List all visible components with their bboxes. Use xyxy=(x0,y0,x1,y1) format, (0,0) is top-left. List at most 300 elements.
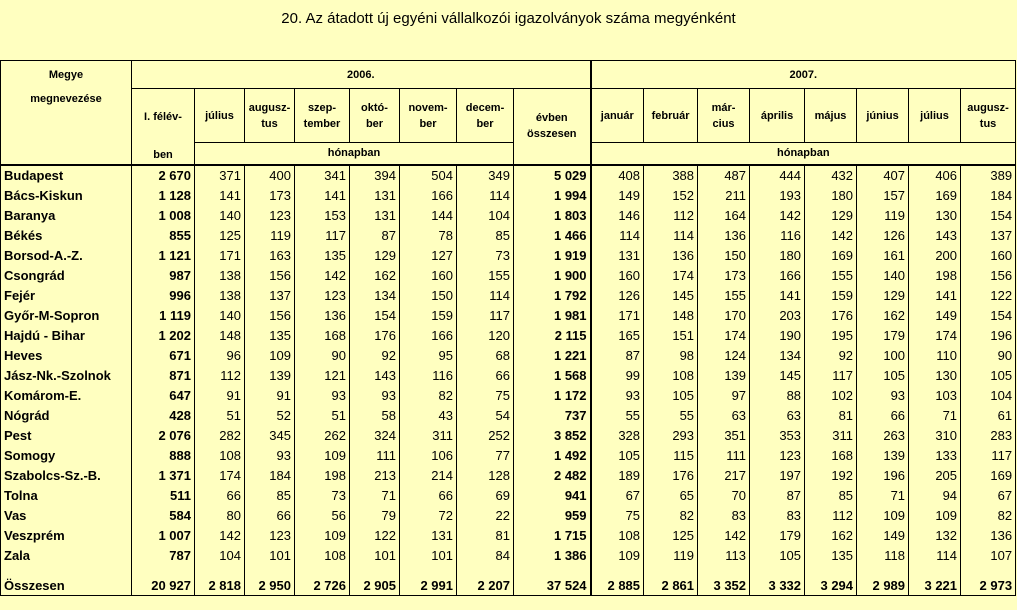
table-row xyxy=(1,366,1016,386)
cell-value: 117 xyxy=(295,226,350,246)
cell-value: 203 xyxy=(750,306,805,326)
cell-value: 2 989 xyxy=(857,566,909,596)
cell-value: 1 792 xyxy=(514,286,591,306)
cell-value: 400 xyxy=(245,165,295,186)
col-header-2006-2 xyxy=(245,89,295,143)
county-name: Veszprém xyxy=(1,526,132,546)
cell-value: 142 xyxy=(195,526,245,546)
table-row xyxy=(1,506,1016,526)
cell-value: 84 xyxy=(457,546,514,566)
cell-value: 155 xyxy=(457,266,514,286)
cell-value: 112 xyxy=(805,506,857,526)
cell-value: 85 xyxy=(805,486,857,506)
cell-value: 408 xyxy=(591,165,644,186)
cell-value: 987 xyxy=(132,266,195,286)
cell-value: 156 xyxy=(961,266,1016,286)
cell-value: 66 xyxy=(857,406,909,426)
cell-value: 96 xyxy=(195,346,245,366)
cell-value: 311 xyxy=(400,426,457,446)
col-header-line2: összesen xyxy=(527,128,577,141)
cell-value: 136 xyxy=(295,306,350,326)
cell-value: 179 xyxy=(750,526,805,546)
cell-value: 103 xyxy=(909,386,961,406)
cell-value: 117 xyxy=(805,366,857,386)
cell-value: 142 xyxy=(295,266,350,286)
cell-value: 114 xyxy=(591,226,644,246)
cell-value: 155 xyxy=(805,266,857,286)
cell-value: 324 xyxy=(350,426,400,446)
col-header-2007-1 xyxy=(644,89,698,143)
cell-value: 68 xyxy=(457,346,514,366)
cell-value: 169 xyxy=(909,186,961,206)
cell-value: 112 xyxy=(644,206,698,226)
cell-value: 80 xyxy=(195,506,245,526)
cell-value: 1 221 xyxy=(514,346,591,366)
county-name: Győr-M-Sopron xyxy=(1,306,132,326)
cell-value: 125 xyxy=(195,226,245,246)
cell-value: 109 xyxy=(591,546,644,566)
county-name: Csongrád xyxy=(1,266,132,286)
cell-value: 341 xyxy=(295,165,350,186)
cell-value: 200 xyxy=(909,246,961,266)
cell-value: 213 xyxy=(350,466,400,486)
cell-value: 166 xyxy=(400,326,457,346)
cell-value: 110 xyxy=(909,346,961,366)
county-name: Vas xyxy=(1,506,132,526)
cell-value: 119 xyxy=(644,546,698,566)
cell-value: 95 xyxy=(400,346,457,366)
col-header-line1: novem- xyxy=(408,101,448,114)
cell-value: 150 xyxy=(400,286,457,306)
cell-value: 121 xyxy=(295,366,350,386)
cell-value: 87 xyxy=(350,226,400,246)
table-row xyxy=(1,226,1016,246)
cell-value: 214 xyxy=(400,466,457,486)
cell-value: 73 xyxy=(457,246,514,266)
cell-value: 1 994 xyxy=(514,186,591,206)
cell-value: 85 xyxy=(245,486,295,506)
cell-value: 160 xyxy=(400,266,457,286)
cell-value: 1 371 xyxy=(132,466,195,486)
cell-value: 163 xyxy=(245,246,295,266)
cell-value: 20 927 xyxy=(132,566,195,596)
cell-value: 126 xyxy=(591,286,644,306)
cell-value: 252 xyxy=(457,426,514,446)
cell-value: 131 xyxy=(400,526,457,546)
cell-value: 82 xyxy=(644,506,698,526)
county-name: Fejér xyxy=(1,286,132,306)
megnevezese-label: megnevezése xyxy=(30,93,102,105)
cell-value: 82 xyxy=(961,506,1016,526)
col-header-line3: ben xyxy=(153,149,173,161)
cell-value: 135 xyxy=(245,326,295,346)
cell-value: 132 xyxy=(909,526,961,546)
cell-value: 66 xyxy=(195,486,245,506)
cell-value: 160 xyxy=(591,266,644,286)
cell-value: 157 xyxy=(857,186,909,206)
cell-value: 428 xyxy=(132,406,195,426)
cell-value: 345 xyxy=(245,426,295,446)
col-header-2007-4 xyxy=(805,89,857,143)
col-header-line2: ber xyxy=(476,117,494,130)
cell-value: 159 xyxy=(400,306,457,326)
cell-value: 101 xyxy=(350,546,400,566)
cell-value: 105 xyxy=(644,386,698,406)
cell-value: 136 xyxy=(961,526,1016,546)
cell-value: 145 xyxy=(644,286,698,306)
cell-value: 125 xyxy=(644,526,698,546)
table-row xyxy=(1,286,1016,306)
cell-value: 138 xyxy=(195,286,245,306)
cell-value: 168 xyxy=(805,446,857,466)
col-header-2007-7 xyxy=(961,89,1016,143)
col-header-line1: augusz- xyxy=(967,101,1009,114)
cell-value: 407 xyxy=(857,165,909,186)
cell-value: 371 xyxy=(195,165,245,186)
col-header-2006-0 xyxy=(132,89,195,165)
cell-value: 176 xyxy=(350,326,400,346)
col-header-line1: már- xyxy=(711,101,736,114)
cell-value: 173 xyxy=(698,266,750,286)
cell-value: 71 xyxy=(909,406,961,426)
cell-value: 2 076 xyxy=(132,426,195,446)
col-header-line1: évben xyxy=(535,112,568,125)
cell-value: 996 xyxy=(132,286,195,306)
cell-value: 152 xyxy=(644,186,698,206)
col-header-line2: ber xyxy=(365,117,384,130)
cell-value: 82 xyxy=(400,386,457,406)
cell-value: 67 xyxy=(591,486,644,506)
table-row xyxy=(1,346,1016,366)
cell-value: 61 xyxy=(961,406,1016,426)
cell-value: 141 xyxy=(909,286,961,306)
cell-value: 63 xyxy=(750,406,805,426)
table-row xyxy=(1,206,1016,226)
cell-value: 140 xyxy=(195,306,245,326)
cell-value: 83 xyxy=(698,506,750,526)
cell-value: 871 xyxy=(132,366,195,386)
col-header-line1: decem- xyxy=(465,101,505,114)
cell-value: 65 xyxy=(644,486,698,506)
col-header-line1: február xyxy=(651,109,690,122)
cell-value: 93 xyxy=(295,386,350,406)
cell-value: 97 xyxy=(698,386,750,406)
cell-value: 126 xyxy=(857,226,909,246)
cell-value: 87 xyxy=(750,486,805,506)
cell-value: 196 xyxy=(961,326,1016,346)
cell-value: 114 xyxy=(909,546,961,566)
cell-value: 149 xyxy=(909,306,961,326)
cell-value: 195 xyxy=(805,326,857,346)
county-name: Nógrád xyxy=(1,406,132,426)
cell-value: 311 xyxy=(805,426,857,446)
cell-value: 193 xyxy=(750,186,805,206)
cell-value: 92 xyxy=(805,346,857,366)
cell-value: 161 xyxy=(857,246,909,266)
cell-value: 83 xyxy=(750,506,805,526)
cell-value: 142 xyxy=(750,206,805,226)
year-2007-header: 2007. xyxy=(591,61,1016,89)
cell-value: 144 xyxy=(400,206,457,226)
cell-value: 69 xyxy=(457,486,514,506)
cell-value: 78 xyxy=(400,226,457,246)
cell-value: 131 xyxy=(350,206,400,226)
col-header-2006-4 xyxy=(350,89,400,143)
cell-value: 432 xyxy=(805,165,857,186)
cell-value: 198 xyxy=(295,466,350,486)
cell-value: 1 715 xyxy=(514,526,591,546)
cell-value: 148 xyxy=(195,326,245,346)
cell-value: 149 xyxy=(857,526,909,546)
cell-value: 117 xyxy=(961,446,1016,466)
cell-value: 134 xyxy=(750,346,805,366)
cell-value: 63 xyxy=(698,406,750,426)
cell-value: 293 xyxy=(644,426,698,446)
cell-value: 67 xyxy=(961,486,1016,506)
honapban-2007: hónapban xyxy=(591,143,1016,165)
cell-value: 389 xyxy=(961,165,1016,186)
cell-value: 112 xyxy=(195,366,245,386)
col-header-line1: január xyxy=(600,109,634,122)
cell-value: 1 803 xyxy=(514,206,591,226)
table-row xyxy=(1,246,1016,266)
cell-value: 156 xyxy=(245,266,295,286)
cell-value: 141 xyxy=(295,186,350,206)
cell-value: 140 xyxy=(857,266,909,286)
cell-value: 171 xyxy=(195,246,245,266)
cell-value: 1 008 xyxy=(132,206,195,226)
cell-value: 406 xyxy=(909,165,961,186)
cell-value: 1 121 xyxy=(132,246,195,266)
cell-value: 154 xyxy=(961,206,1016,226)
cell-value: 122 xyxy=(350,526,400,546)
col-header-line2: tus xyxy=(979,117,997,130)
county-name: Budapest xyxy=(1,165,132,186)
cell-value: 129 xyxy=(805,206,857,226)
cell-value: 328 xyxy=(591,426,644,446)
county-name: Borsod-A.-Z. xyxy=(1,246,132,266)
col-header-line1: július xyxy=(205,109,234,122)
cell-value: 142 xyxy=(805,226,857,246)
cell-value: 141 xyxy=(750,286,805,306)
cell-value: 122 xyxy=(961,286,1016,306)
cell-value: 75 xyxy=(591,506,644,526)
county-name: Somogy xyxy=(1,446,132,466)
cell-value: 119 xyxy=(245,226,295,246)
cell-value: 959 xyxy=(514,506,591,526)
cell-value: 180 xyxy=(805,186,857,206)
cell-value: 116 xyxy=(400,366,457,386)
cell-value: 189 xyxy=(591,466,644,486)
cell-value: 135 xyxy=(295,246,350,266)
county-name: Bács-Kiskun xyxy=(1,186,132,206)
cell-value: 109 xyxy=(857,506,909,526)
cell-value: 139 xyxy=(857,446,909,466)
county-name: Tolna xyxy=(1,486,132,506)
cell-value: 888 xyxy=(132,446,195,466)
col-header-line1: július xyxy=(920,109,949,122)
cell-value: 137 xyxy=(961,226,1016,246)
cell-value: 105 xyxy=(961,366,1016,386)
cell-value: 124 xyxy=(698,346,750,366)
cell-value: 2 818 xyxy=(195,566,245,596)
cell-value: 1 386 xyxy=(514,546,591,566)
cell-value: 3 352 xyxy=(698,566,750,596)
cell-value: 1 981 xyxy=(514,306,591,326)
cell-value: 2 861 xyxy=(644,566,698,596)
cell-value: 108 xyxy=(644,366,698,386)
col-header-line2: tus xyxy=(261,117,278,130)
cell-value: 211 xyxy=(698,186,750,206)
cell-value: 174 xyxy=(644,266,698,286)
cell-value: 123 xyxy=(750,446,805,466)
cell-value: 139 xyxy=(245,366,295,386)
cell-value: 101 xyxy=(400,546,457,566)
cell-value: 151 xyxy=(644,326,698,346)
cell-value: 165 xyxy=(591,326,644,346)
cell-value: 647 xyxy=(132,386,195,406)
cell-value: 737 xyxy=(514,406,591,426)
col-header-line2: cius xyxy=(712,117,735,130)
cell-value: 117 xyxy=(457,306,514,326)
cell-value: 108 xyxy=(591,526,644,546)
cell-value: 3 221 xyxy=(909,566,961,596)
cell-value: 90 xyxy=(295,346,350,366)
cell-value: 1 568 xyxy=(514,366,591,386)
cell-value: 55 xyxy=(591,406,644,426)
cell-value: 51 xyxy=(295,406,350,426)
cell-value: 93 xyxy=(350,386,400,406)
cell-value: 131 xyxy=(591,246,644,266)
cell-value: 1 919 xyxy=(514,246,591,266)
cell-value: 584 xyxy=(132,506,195,526)
cell-value: 81 xyxy=(805,406,857,426)
cell-value: 143 xyxy=(909,226,961,246)
cell-value: 100 xyxy=(857,346,909,366)
table-row xyxy=(1,526,1016,546)
cell-value: 146 xyxy=(591,206,644,226)
col-header-line1: szep- xyxy=(307,101,337,114)
cell-value: 787 xyxy=(132,546,195,566)
cell-value: 2 207 xyxy=(457,566,514,596)
cell-value: 166 xyxy=(750,266,805,286)
cell-value: 310 xyxy=(909,426,961,446)
cell-value: 3 332 xyxy=(750,566,805,596)
cell-value: 135 xyxy=(805,546,857,566)
cell-value: 142 xyxy=(698,526,750,546)
cell-value: 129 xyxy=(857,286,909,306)
cell-value: 2 905 xyxy=(350,566,400,596)
cell-value: 176 xyxy=(805,306,857,326)
cell-value: 444 xyxy=(750,165,805,186)
cell-value: 107 xyxy=(961,546,1016,566)
cell-value: 2 115 xyxy=(514,326,591,346)
cell-value: 109 xyxy=(295,526,350,546)
cell-value: 149 xyxy=(591,186,644,206)
cell-value: 98 xyxy=(644,346,698,366)
col-header-line2: tember xyxy=(303,117,341,130)
cell-value: 1 202 xyxy=(132,326,195,346)
cell-value: 2 885 xyxy=(591,566,644,596)
table-row xyxy=(1,446,1016,466)
cell-value: 2 482 xyxy=(514,466,591,486)
cell-value: 130 xyxy=(909,206,961,226)
cell-value: 70 xyxy=(698,486,750,506)
cell-value: 1 492 xyxy=(514,446,591,466)
cell-value: 173 xyxy=(245,186,295,206)
col-header-line1: I. félév- xyxy=(144,111,182,123)
cell-value: 105 xyxy=(591,446,644,466)
cell-value: 166 xyxy=(400,186,457,206)
cell-value: 263 xyxy=(857,426,909,446)
cell-value: 139 xyxy=(698,366,750,386)
cell-value: 2 973 xyxy=(961,566,1016,596)
cell-value: 136 xyxy=(644,246,698,266)
cell-value: 133 xyxy=(909,446,961,466)
county-name: Jász-Nk.-Szolnok xyxy=(1,366,132,386)
cell-value: 108 xyxy=(195,446,245,466)
table-row xyxy=(1,186,1016,206)
cell-value: 3 294 xyxy=(805,566,857,596)
cell-value: 102 xyxy=(805,386,857,406)
cell-value: 205 xyxy=(909,466,961,486)
table-row xyxy=(1,306,1016,326)
cell-value: 2 670 xyxy=(132,165,195,186)
cell-value: 162 xyxy=(857,306,909,326)
table-row xyxy=(1,266,1016,286)
cell-value: 164 xyxy=(698,206,750,226)
cell-value: 71 xyxy=(350,486,400,506)
cell-value: 93 xyxy=(245,446,295,466)
cell-value: 153 xyxy=(295,206,350,226)
cell-value: 22 xyxy=(457,506,514,526)
cell-value: 108 xyxy=(295,546,350,566)
cell-value: 2 726 xyxy=(295,566,350,596)
table-row xyxy=(1,466,1016,486)
county-name: Békés xyxy=(1,226,132,246)
col-header-line1: május xyxy=(814,109,847,122)
col-header-line1: októ- xyxy=(361,101,388,114)
cell-value: 104 xyxy=(195,546,245,566)
cell-value: 941 xyxy=(514,486,591,506)
cell-value: 114 xyxy=(457,286,514,306)
cell-value: 1 466 xyxy=(514,226,591,246)
cell-value: 71 xyxy=(857,486,909,506)
cell-value: 131 xyxy=(350,186,400,206)
cell-value: 2 950 xyxy=(245,566,295,596)
cell-value: 262 xyxy=(295,426,350,446)
cell-value: 141 xyxy=(195,186,245,206)
cell-value: 155 xyxy=(698,286,750,306)
cell-value: 109 xyxy=(909,506,961,526)
cell-value: 192 xyxy=(805,466,857,486)
col-header-2007-6 xyxy=(909,89,961,143)
cell-value: 109 xyxy=(295,446,350,466)
cell-value: 1 128 xyxy=(132,186,195,206)
cell-value: 1 119 xyxy=(132,306,195,326)
cell-value: 85 xyxy=(457,226,514,246)
col-header-line1: április xyxy=(760,109,794,122)
megye-header xyxy=(1,61,132,165)
county-name: Zala xyxy=(1,546,132,566)
cell-value: 154 xyxy=(350,306,400,326)
cell-value: 504 xyxy=(400,165,457,186)
cell-value: 176 xyxy=(644,466,698,486)
cell-value: 148 xyxy=(644,306,698,326)
cell-value: 123 xyxy=(295,286,350,306)
col-header-2006-6 xyxy=(457,89,514,143)
total-row xyxy=(1,566,1016,596)
